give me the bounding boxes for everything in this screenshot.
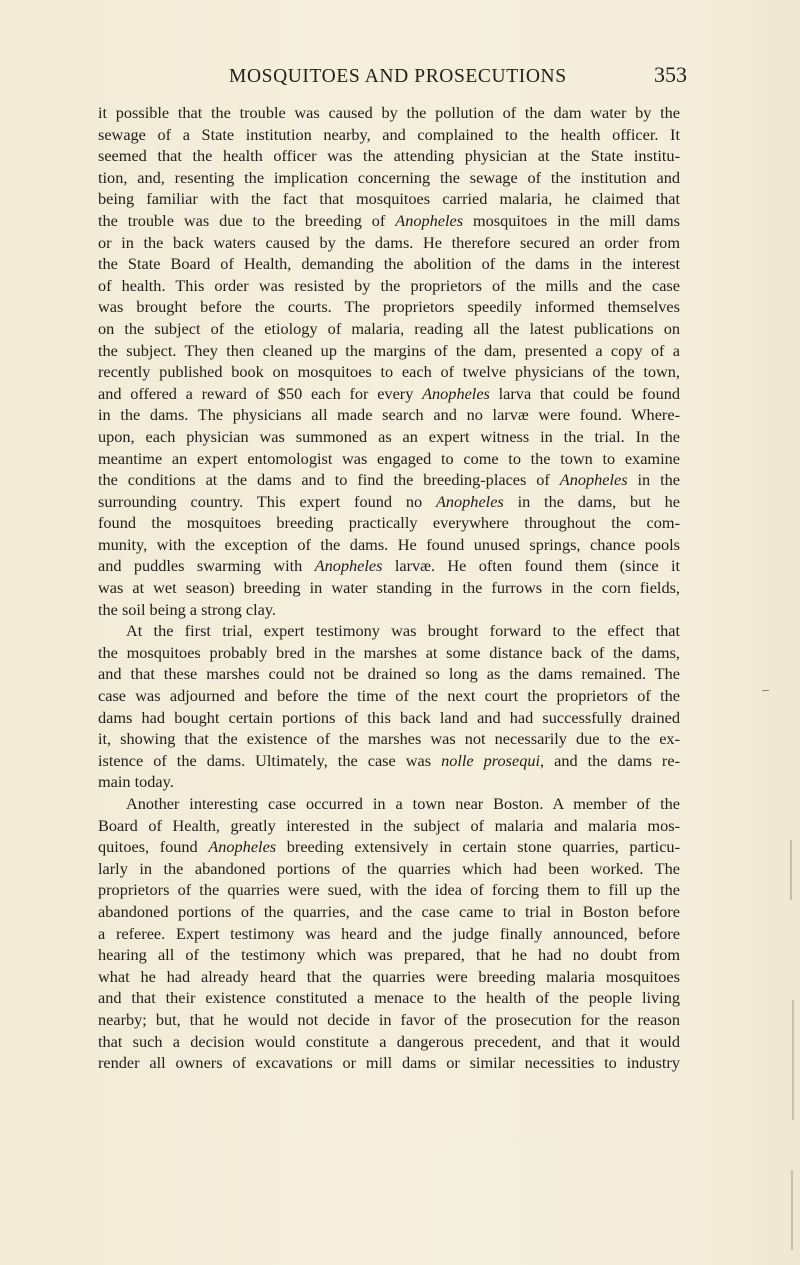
text-line: render all owners of excavations or mill dams or similar necessities to industry — [98, 1053, 680, 1073]
text-line: what he had already heard that the quarries were breeding malaria mosquitoes — [98, 966, 680, 986]
text-line: meantime an expert entomologist was engaged to come to the town to examine — [98, 448, 680, 468]
text-line: the State Board of Health, demanding the abolition of the dams in the interest — [98, 254, 680, 274]
text-line: istence of the dams. Ultimately, the case was nolle prosequi, and the dams re- — [98, 750, 680, 770]
text-line: recently published book on mosquitoes to each of twelve physicians of the town, — [98, 362, 680, 382]
paragraph — [98, 793, 680, 1074]
text-line: it, showing that the existence of the marshes was not necessarily due to the ex- — [98, 729, 680, 749]
page-edge-shadow — [791, 1170, 793, 1250]
text-line: that such a decision would constitute a dangerous precedent, and that it would — [98, 1031, 680, 1051]
text-line: found the mosquitoes breeding practically everywhere throughout the com- — [98, 513, 680, 533]
text-line: tion, and, resenting the implication concerning the sewage of the institution and — [98, 167, 680, 187]
text-line: proprietors of the quarries were sued, with the idea of forcing them to fill up the — [98, 880, 680, 900]
text-line: the soil being a strong clay. — [98, 599, 276, 619]
text-line: and that their existence constituted a menace to the health of the people living — [98, 988, 680, 1008]
text-line: of health. This order was resisted by the proprietors of the mills and the case — [98, 275, 680, 295]
text-line: quitoes, found Anopheles breeding extensively in certain stone quarries, particu- — [98, 837, 680, 857]
text-line: main today. — [98, 772, 174, 792]
text-line: and puddles swarming with Anopheles larvæ. He often found them (since it — [98, 556, 681, 576]
text-line: dams had bought certain portions of this back land and had successfully drained — [98, 707, 680, 727]
text-line: the conditions at the dams and to find the breeding-places of Anopheles in the — [98, 470, 681, 490]
page-edge-shadow — [792, 1000, 794, 1120]
text-line: and offered a reward of $50 each for every Anopheles larva that could be found — [98, 383, 680, 403]
text-line: being familiar with the fact that mosquitoes carried malaria, he claimed that — [98, 189, 680, 209]
text-line: At the first trial, expert testimony was brought forward to the effect that — [126, 621, 680, 641]
text-line: in the dams. The physicians all made search and no larvæ were found. Where- — [98, 405, 680, 425]
text-line: was at wet season) breeding in water standing in the furrows in the corn fields, — [98, 578, 680, 598]
text-line: on the subject of the etiology of malaria, reading all the latest publications on — [98, 318, 680, 338]
text-line: a referee. Expert testimony was heard and the judge finally announced, before — [98, 923, 680, 943]
text-line: or in the back waters caused by the dams. He therefore secured an order from — [98, 232, 680, 252]
text-line: Another interesting case occurred in a town near Boston. A member of the — [126, 794, 680, 813]
margin-mark — [762, 690, 769, 691]
text-line: Board of Health, greatly interested in the subject of malaria and malaria mos- — [98, 815, 680, 835]
page-number: 353 — [654, 62, 687, 87]
body-text — [98, 102, 680, 1074]
paragraph — [98, 620, 680, 793]
running-head: MOSQUITOES AND PROSECUTIONS — [229, 66, 567, 87]
text-line: hearing all of the testimony which was prepared, that he had no doubt from — [98, 945, 680, 965]
text-line: the mosquitoes probably bred in the marshes at some distance back of the dams, — [98, 642, 680, 662]
text-line: munity, with the exception of the dams. He found unused springs, chance pools — [98, 534, 680, 554]
text-line: the subject. They then cleaned up the margins of the dam, presented a copy of a — [98, 340, 680, 360]
text-line: case was adjourned and before the time of the next court the proprietors of the — [98, 686, 680, 706]
text-line: sewage of a State institution nearby, and complained to the health officer. It — [98, 124, 680, 144]
text-line: was brought before the courts. The proprietors speedily informed themselves — [98, 297, 680, 317]
paragraph — [98, 102, 680, 620]
text-line: surrounding country. This expert found no Anopheles in the dams, but he — [98, 491, 681, 511]
text-line: abandoned portions of the quarries, and the case came to trial in Boston before — [98, 901, 680, 921]
text-line: it possible that the trouble was caused by the pollution of the dam water by the — [98, 103, 680, 122]
text-line: upon, each physician was summoned as an expert witness in the trial. In the — [98, 426, 680, 446]
page-edge-shadow — [790, 840, 792, 900]
text-line: the trouble was due to the breeding of Anopheles mosquitoes in the mill dams — [98, 210, 680, 230]
text-line: and that these marshes could not be drained so long as the dams remained. The — [98, 664, 680, 684]
text-line: nearby; but, that he would not decide in favor of the prosecution for the reason — [98, 1009, 680, 1029]
text-line: larly in the abandoned portions of the quarries which had been worked. The — [98, 858, 680, 878]
text-line: seemed that the health officer was the attending physician at the State institu- — [98, 146, 680, 166]
